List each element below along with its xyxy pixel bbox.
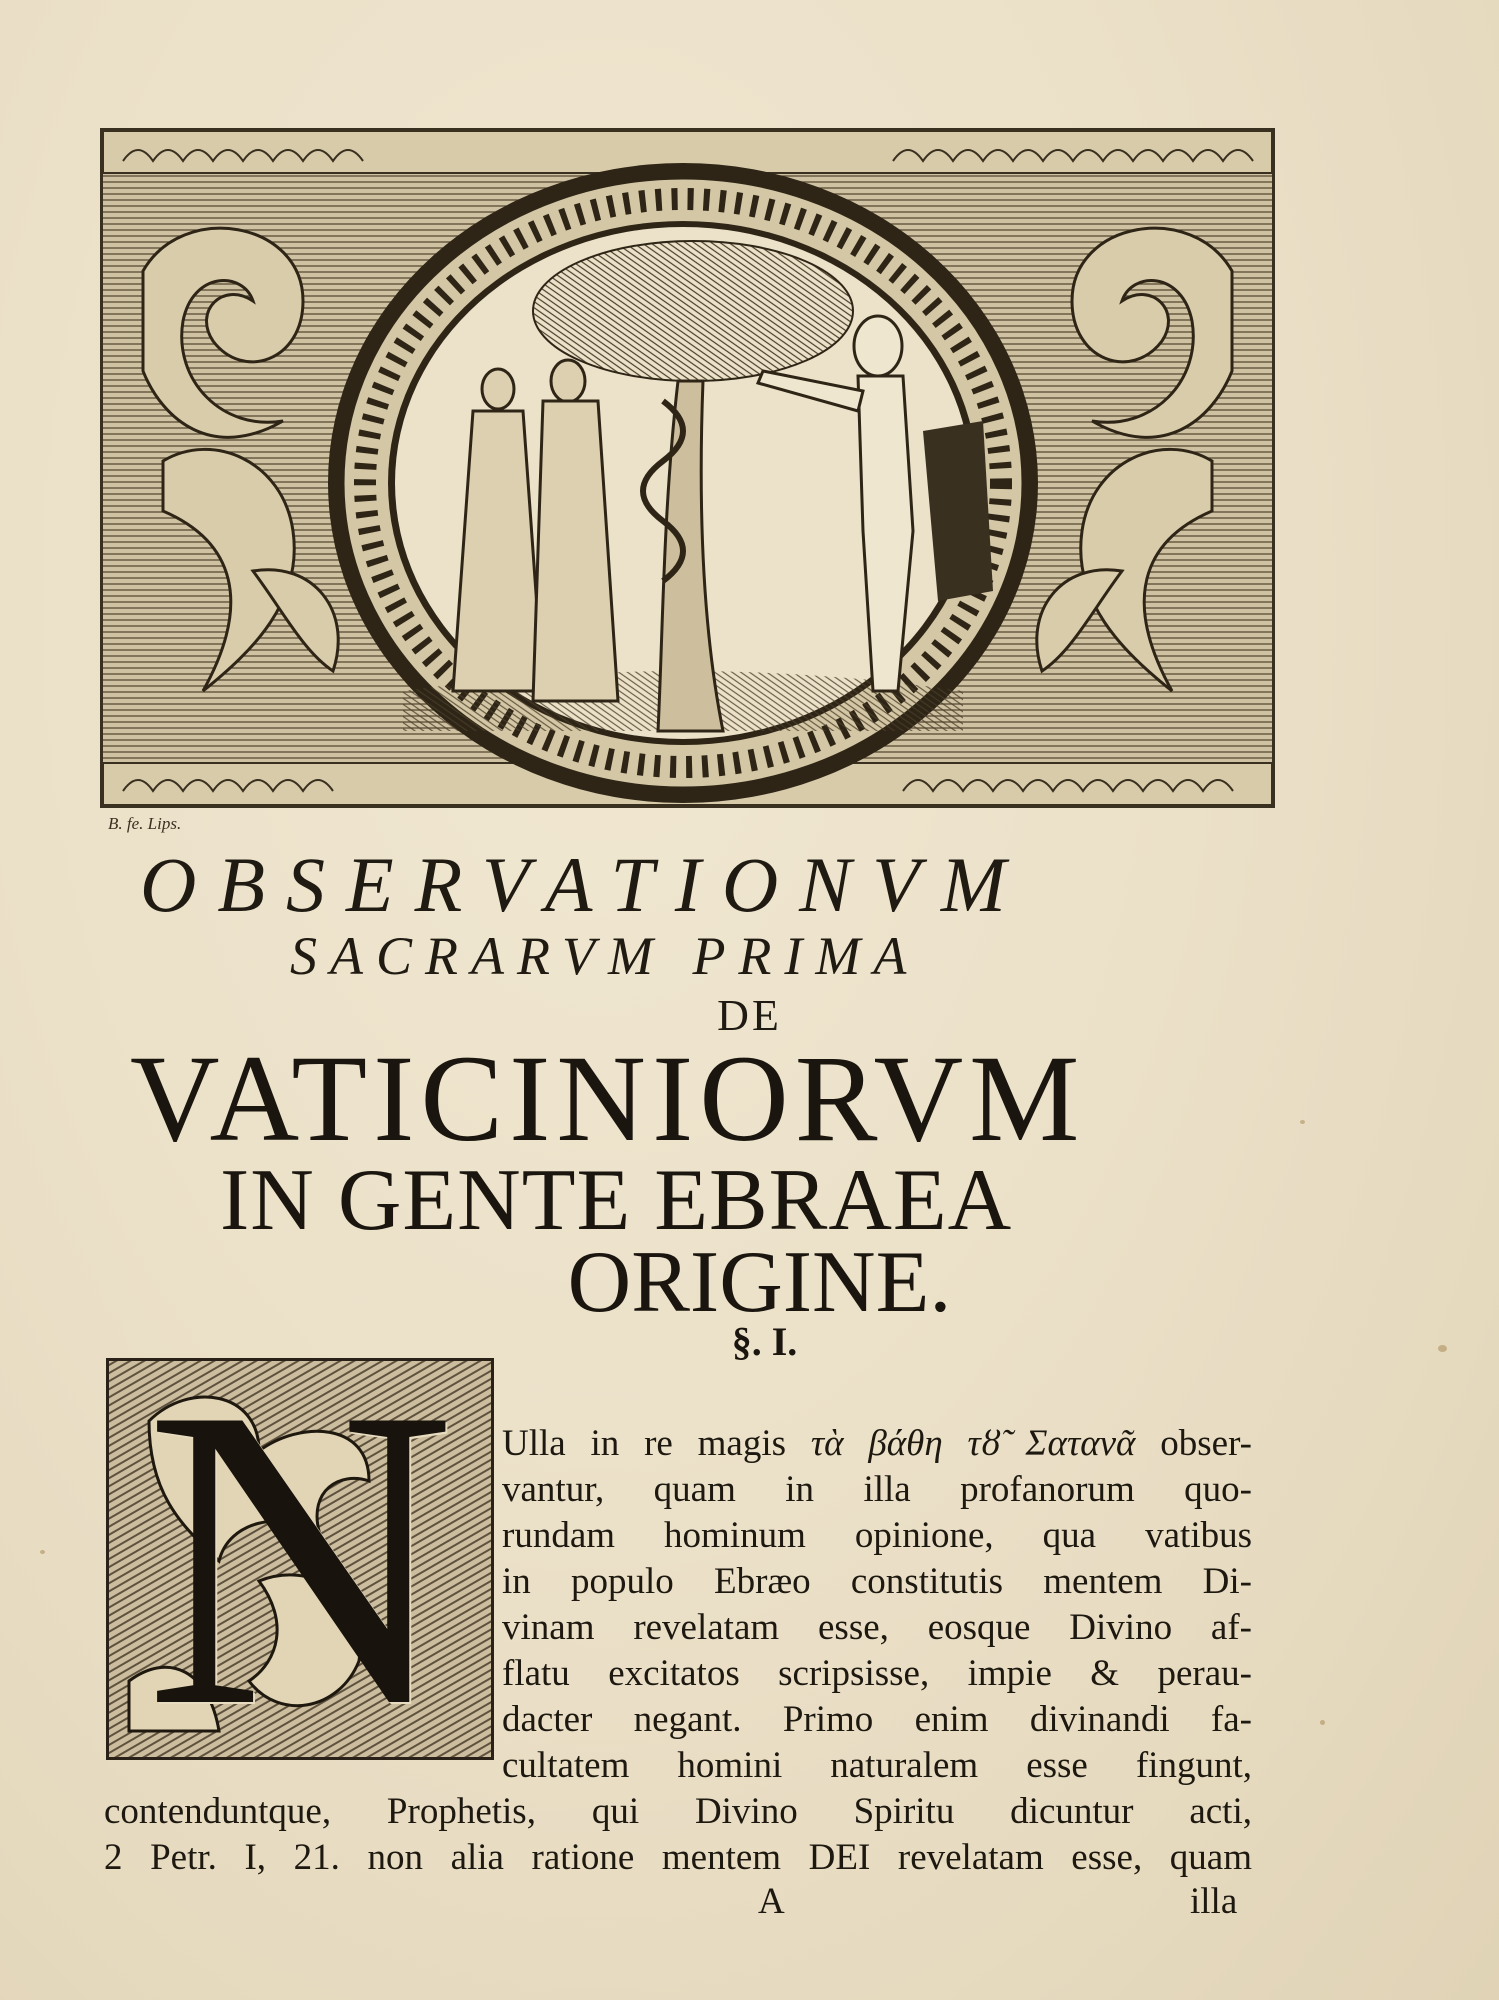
body-line-2: vantur, quam in illa profanorum quo-	[502, 1469, 1252, 1510]
paper-speck	[1300, 1120, 1305, 1124]
body-line-1	[502, 1422, 1252, 1465]
headpiece-engraving	[100, 128, 1275, 808]
catchword: illa	[1190, 1881, 1238, 1922]
body-line-10: 2 Petr. I, 21. non alia ratione mentem DEI revelatam esse, quam	[104, 1837, 1252, 1878]
body-line-1-end: obser-	[1135, 1423, 1253, 1464]
title-line-sacrarum-prima: SACRARVM PRIMA	[290, 926, 920, 986]
body-line-5: vinam revelatam esse, eosque Divino af-	[502, 1607, 1252, 1648]
title-line-in-gente-ebraea: IN GENTE EBRAEA	[220, 1152, 1013, 1249]
title-line-de: DE	[717, 991, 782, 1040]
body-line-6: flatu excitatos scripsisse, impie & perau-	[502, 1653, 1252, 1694]
section-number: §. I.	[731, 1319, 798, 1364]
engraver-signature: B. fe. Lips.	[108, 814, 182, 833]
title-line-observationum: OBSERVATIONVM	[140, 841, 1027, 928]
title-line-origine: ORIGINE.	[567, 1234, 952, 1331]
greek-phrase: τὰ βάθη τȣ̃ Σατανᾶ	[810, 1423, 1136, 1464]
body-line-8: cultatem homini naturalem esse fingunt,	[502, 1745, 1252, 1786]
decorated-initial	[106, 1358, 494, 1760]
body-line-1-start: Ulla in re magis	[502, 1423, 811, 1464]
paper-speck	[1320, 1720, 1325, 1725]
body-line-3: rundam hominum opinione, qua vatibus	[502, 1515, 1252, 1556]
title-line-vaticiniorum: VATICINIORVM	[130, 1030, 1086, 1167]
body-line-7: dacter negant. Primo enim divinandi fa-	[502, 1699, 1252, 1740]
signature-mark: A	[758, 1881, 785, 1922]
initial-letter: N	[144, 1358, 456, 1760]
paper-speck	[40, 1550, 45, 1554]
body-line-9: contenduntque, Prophetis, qui Divino Spiritu dicuntur acti,	[104, 1791, 1252, 1832]
body-line-4: in populo Ebræo constitutis mentem Di-	[502, 1561, 1252, 1602]
